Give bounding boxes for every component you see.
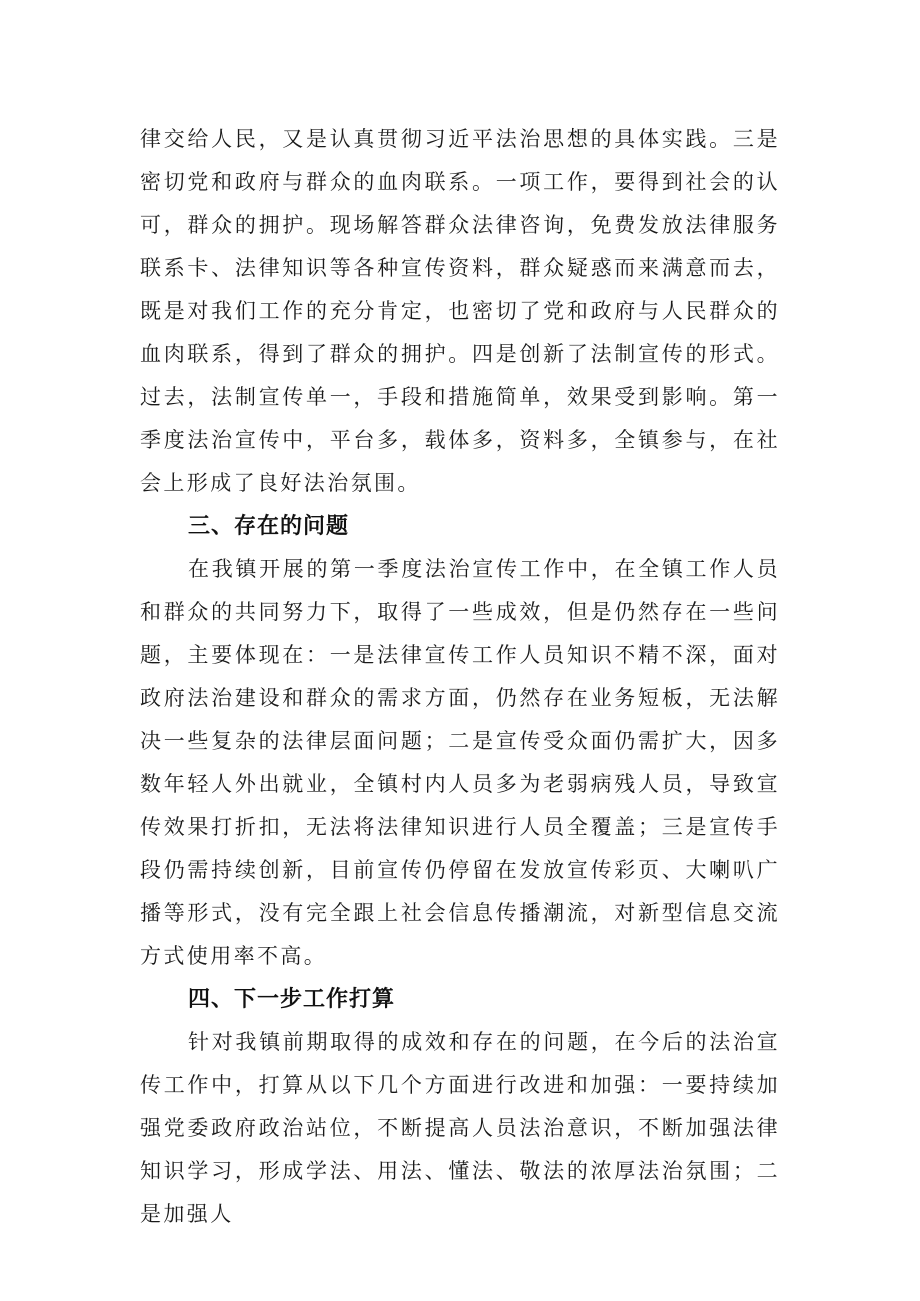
section-heading-problems: 三、存在的问题 <box>188 514 350 539</box>
paragraph-continuation: 律交给人民，又是认真贯彻习近平法治思想的具体实践。三是密切党和政府与群众的血肉联系。一项工作，要得到社会的认可，群众的拥护。现场解答群众法律咨询，免费发放法律服务联系卡、法律知识等各种宣传资料，群众疑惑而来满意而去，既是对我们工作的充分肯定，也密切了党和政府与人民群众的血肉联系，得到了群众的拥护。四是创新了法制宣传的形式。过去，法制宣传单一，手段和措施简单，效果受到影响。第一季度法治宣传中，平台多，载体多，资料多，全镇参与，在社会上形成了良好法治氛围。 <box>140 127 780 495</box>
document-page <box>140 118 780 1236</box>
paragraph-next-steps: 针对我镇前期取得的成效和存在的问题，在今后的法治宣传工作中，打算从以下几个方面进行改进和加强：一要持续加强党委政府政治站位，不断提高人员法治意识，不断加强法律知识学习，形成学法、用法、懂法、敬法的浓厚法治氛围；二是加强人 <box>140 1030 780 1226</box>
paragraph-problems: 在我镇开展的第一季度法治宣传工作中，在全镇工作人员和群众的共同努力下，取得了一些成效，但是仍然存在一些问题，主要体现在：一是法律宣传工作人员知识不精不深，面对政府法治建设和群众的需求方面，仍然存在业务短板，无法解决一些复杂的法律层面问题；二是宣传受众面仍需扩大，因多数年轻人外出就业，全镇村内人员多为老弱病残人员，导致宣传效果打折扣，无法将法律知识进行人员全覆盖；三是宣传手段仍需持续创新，目前宣传仍停留在发放宣传彩页、大喇叭广播等形式，没有完全跟上社会信息传播潮流，对新型信息交流方式使用率不高。 <box>140 557 780 968</box>
section-heading-next-steps: 四、下一步工作打算 <box>188 987 396 1012</box>
